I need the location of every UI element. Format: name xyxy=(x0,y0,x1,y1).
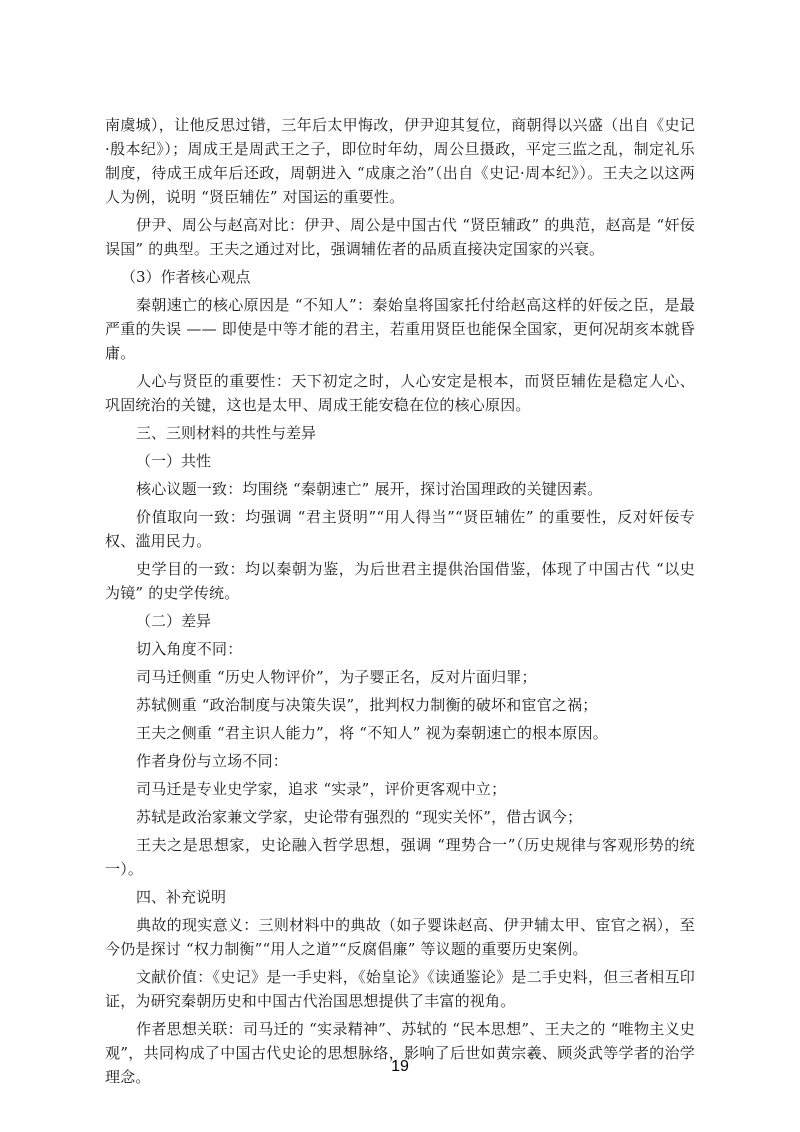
paragraph: 人心与贤臣的重要性：天下初定之时，人心安定是根本，而贤臣辅佐是稳定人心、巩固统治的关键，这也是太甲、周成王能安稳在位的核心原因。 xyxy=(105,372,695,414)
paragraph: 伊尹、周公与赵高对比：伊尹、周公是中国古代 “贤臣辅政” 的典范，赵高是 “奸佞误国” 的典型。王夫之通过对比，强调辅佐者的品质直接决定国家的兴衰。 xyxy=(105,216,695,258)
paragraph: 苏轼是政治家兼文学家，史论带有强烈的 “现实关怀”，借古讽今； xyxy=(136,808,583,826)
paragraph: 史学目的一致：均以秦朝为鉴，为后世君主提供治国借鉴，体现了中国古代 “以史为镜” 的史学传统。 xyxy=(105,560,695,602)
page-number: 19 xyxy=(391,1058,409,1075)
paragraph: 司马迁侧重 “历史人物评价”，为子婴正名，反对片面归罪； xyxy=(136,668,537,686)
paragraph: 司马迁是专业史学家，追求 “实录”，评价更客观中立； xyxy=(136,780,507,798)
paragraph: 文献价值：《史记》是一手史料，《始皇论》《读通鉴论》是二手史料，但三者相互印证，为研究秦朝历史和中国古代治国思想提供了丰富的视角。 xyxy=(105,968,695,1010)
paragraph: 作者身份与立场不同： xyxy=(136,752,289,770)
document-body xyxy=(105,113,695,1093)
paragraph: 核心议题一致：均围绕 “秦朝速亡” 展开，探讨治国理政的关键因素。 xyxy=(136,480,603,498)
paragraph: 切入角度不同： xyxy=(136,640,243,658)
paragraph: 南虞城），让他反思过错，三年后太甲悔改，伊尹迎其复位，商朝得以兴盛（出自《史记·殷本纪》）；周成王是周武王之子，即位时年幼，周公旦摄政，平定三监之乱，制定礼乐制度，待成王成年后还政，周朝进入 “成康之治”（出自《史记·周本纪》）。王夫之以这两人为例，说明 “贤臣辅佐” 对国运的重要性。 xyxy=(105,116,695,206)
paragraph: 苏轼侧重 “政治制度与决策失误”，批判权力制衡的破坏和宦官之祸； xyxy=(136,696,598,714)
section-heading: 四、补充说明 xyxy=(136,888,227,906)
paragraph: 王夫之是思想家，史论融入哲学思想，强调 “理势合一”（历史规律与客观形势的统一）。 xyxy=(105,836,695,878)
paragraph: 作者思想关联：司马迁的 “实录精神”、苏轼的 “民本思想”、王夫之的 “唯物主义史观”，共同构成了中国古代史论的思想脉络，影响了后世如黄宗羲、顾炎武等学者的治学理念。 xyxy=(105,1020,695,1086)
subsection-heading: （3）作者核心观点 xyxy=(121,268,251,286)
subsection-heading: （二）差异 xyxy=(136,612,212,630)
paragraph: 典故的现实意义：三则材料中的典故（如子婴诛赵高、伊尹辅太甲、宦官之祸），至今仍是探讨 “权力制衡”“用人之道”“反腐倡廉” 等议题的重要历史案例。 xyxy=(105,916,695,958)
paragraph: 秦朝速亡的核心原因是 “不知人”：秦始皇将国家托付给赵高这样的奸佞之臣，是最严重的失误 —— 即使是中等才能的君主，若重用贤臣也能保全国家，更何况胡亥本就昏庸。 xyxy=(105,296,695,362)
paragraph: 王夫之侧重 “君主识人能力”，将 “不知人” 视为秦朝速亡的根本原因。 xyxy=(136,724,608,742)
paragraph: 价值取向一致：均强调 “君主贤明”“用人得当”“贤臣辅佐” 的重要性，反对奸佞专权、滥用民力。 xyxy=(105,508,695,550)
subsection-heading: （一）共性 xyxy=(136,452,212,470)
section-heading: 三、三则材料的共性与差异 xyxy=(136,424,317,442)
